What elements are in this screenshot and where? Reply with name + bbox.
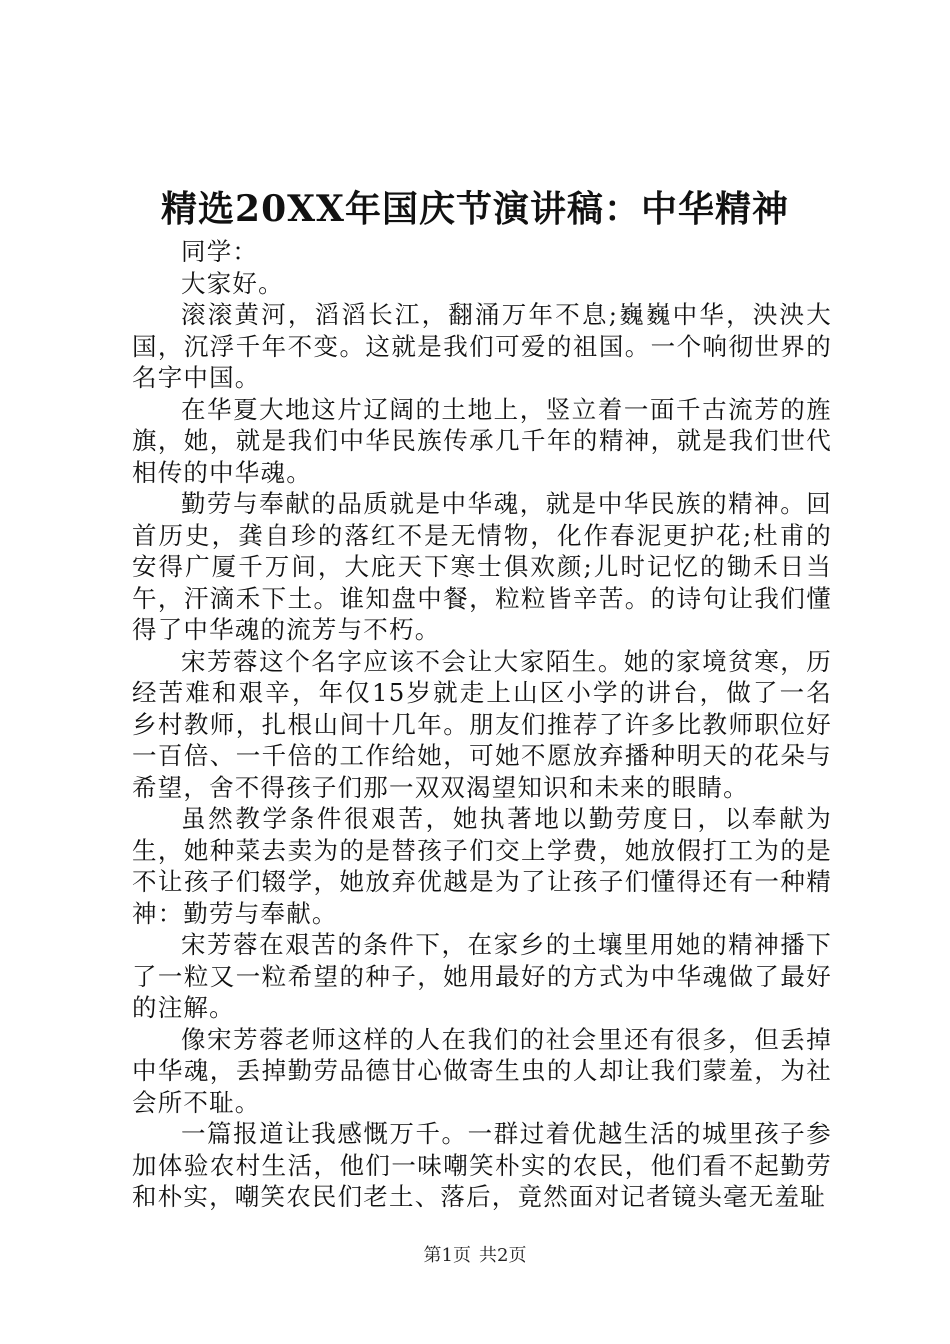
paragraph: 宋芳蓉这个名字应该不会让大家陌生。她的家境贫寒，历经苦难和艰辛，年仅15岁就走上山区小学的讲台，做了一名乡村教师，扎根山间十几年。朋友们推荐了许多比教师职位好一百倍、一千倍的工作给她，可她不愿放弃播种明天的花朵与希望，舍不得孩子们那一双双渴望知识和未来的眼睛。 (132, 646, 832, 802)
page-number: 第1页 (423, 1245, 471, 1266)
paragraph: 勤劳与奉献的品质就是中华魂，就是中华民族的精神。回首历史，龚自珍的落红不是无情物，化作春泥更护花;杜甫的安得广厦千万间，大庇天下寒士俱欢颜;儿时记忆的锄禾日当午，汗滴禾下土。谁知盘中餐，粒粒皆辛苦。的诗句让我们懂得了中华魂的流芳与不朽。 (132, 489, 832, 644)
document-body (132, 236, 832, 1213)
page-footer (0, 1244, 950, 1268)
paragraph: 滚滚黄河，滔滔长江，翻涌万年不息;巍巍中华，泱泱大国，沉浮千年不变。这就是我们可爱的祖国。一个响彻世界的名字中国。 (132, 300, 832, 392)
paragraph: 像宋芳蓉老师这样的人在我们的社会里还有很多，但丢掉中华魂，丢掉勤劳品德甘心做寄生虫的人却让我们蒙羞，为社会所不耻。 (132, 1024, 832, 1117)
paragraph-greeting: 大家好。 (181, 268, 284, 298)
page-total: 共2页 (479, 1245, 527, 1266)
paragraph: 虽然教学条件很艰苦，她执著地以勤劳度日，以奉献为生，她种菜去卖为的是替孩子们交上学费，她放假打工为的是不让孩子们辍学，她放弃优越是为了让孩子们懂得还有一种精神：勤劳与奉献。 (132, 804, 832, 928)
document-title: 精选20XX年国庆节演讲稿：中华精神 (161, 188, 789, 230)
paragraph: 在华夏大地这片辽阔的土地上，竖立着一面千古流芳的旌旗，她，就是我们中华民族传承几千年的精神，就是我们世代相传的中华魂。 (132, 394, 832, 487)
paragraph-salutation: 同学： (181, 237, 259, 266)
paragraph: 宋芳蓉在艰苦的条件下，在家乡的土壤里用她的精神播下了一粒又一粒希望的种子，她用最好的方式为中华魂做了最好的注解。 (132, 930, 832, 1022)
paragraph: 一篇报道让我感慨万千。一群过着优越生活的城里孩子参加体验农村生活，他们一味嘲笑朴实的农民，他们看不起勤劳和朴实，嘲笑农民们老土、落后，竟然面对记者镜头毫无羞耻 (132, 1119, 832, 1211)
